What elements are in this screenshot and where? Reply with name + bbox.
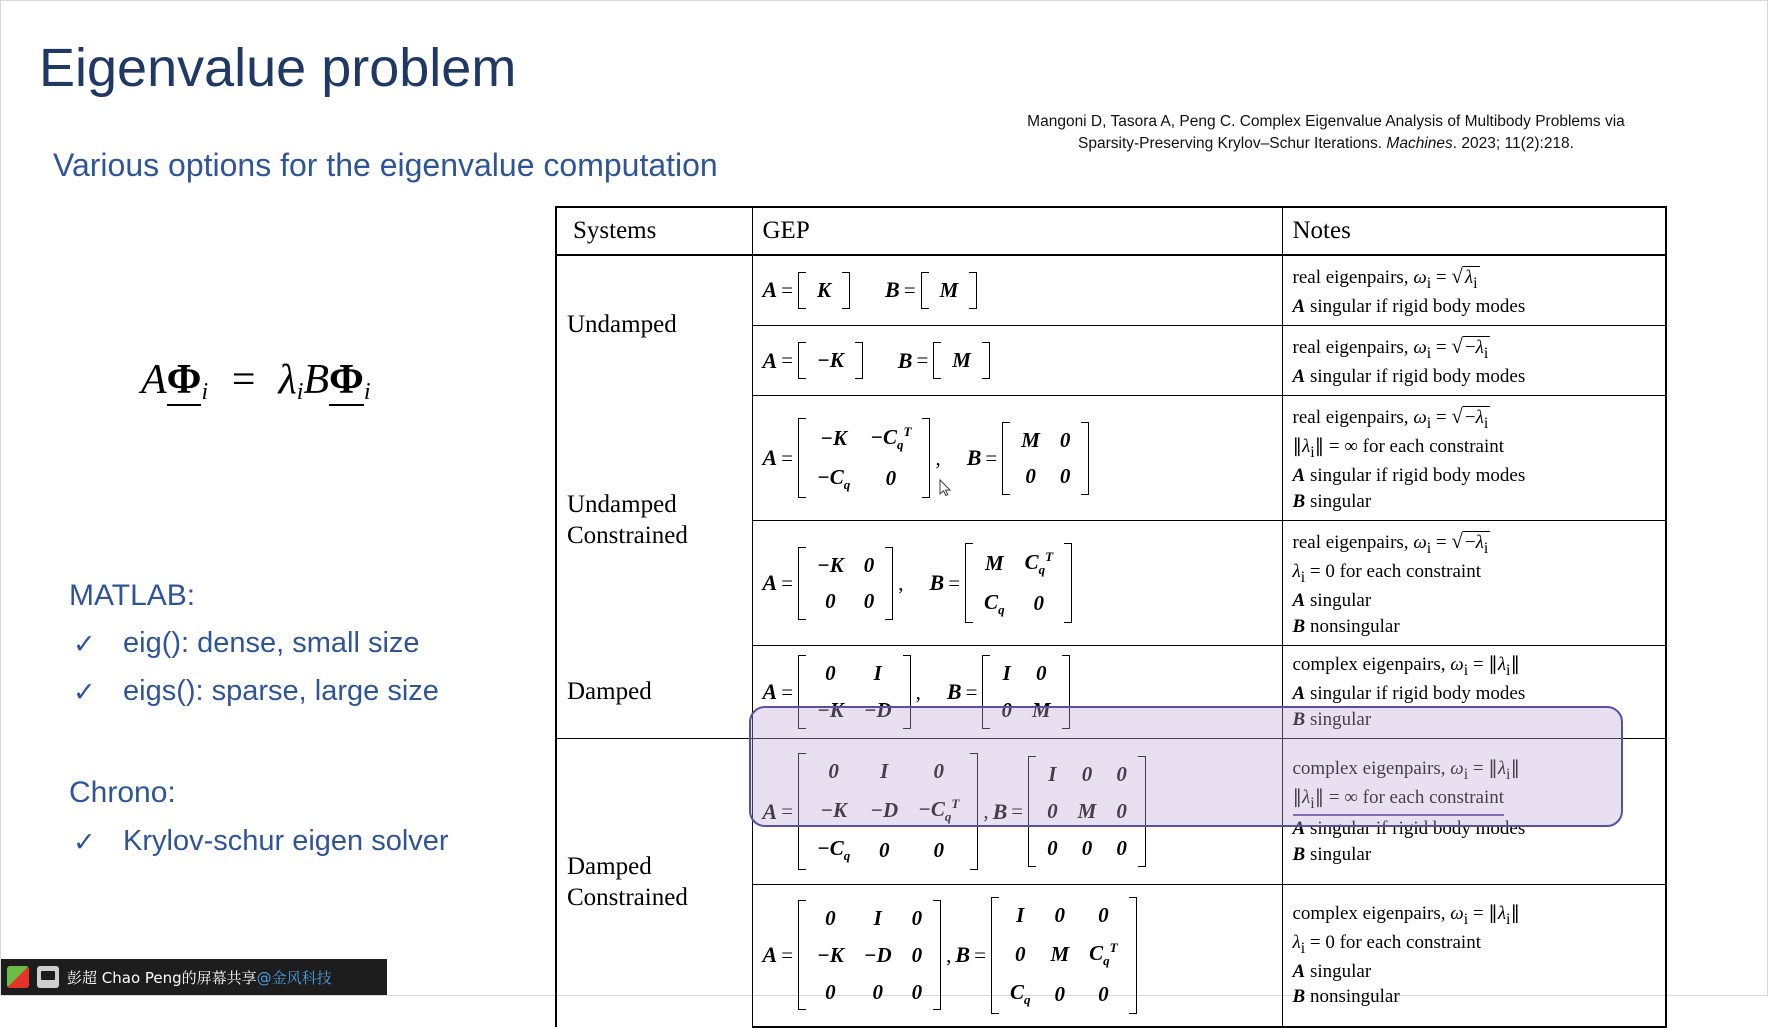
page-subtitle: Various options for the eigenvalue computation (53, 147, 718, 183)
gep-table (555, 206, 1667, 1028)
row-notes-undamped-constrained-1: real eigenpairs, $\omega_i$ = √ $-\lambda_i$ $\parallel\lambda_i\parallel$ = ∞ for each constraint A singular if rigid body modes B singular (1282, 396, 1666, 521)
citation-journal: Machines (1386, 135, 1453, 153)
row-notes-undamped-1: real eigenpairs, $\omega_i$ = √ $\lambda_i$ A singular if rigid body modes (1282, 255, 1666, 326)
equation-sub-i-2: i (296, 379, 304, 405)
app-rocket-icon[interactable] (7, 966, 29, 988)
chrono-item-krylov[interactable]: Krylov-schur eigen solver (123, 825, 449, 857)
check-icon-2: ✓ (73, 677, 96, 707)
row-gep-undamped-1: A = K B = M (752, 255, 1282, 326)
table-header-row (556, 207, 1666, 255)
citation-line-2-pre: Sparsity-Preserving Krylov–Schur Iterations. (1078, 135, 1387, 153)
share-owner-text: 彭超 Chao Peng的屏幕共享 (67, 968, 257, 987)
row-gep-undamped-2: A = −K B = M (752, 325, 1282, 395)
check-icon-1: ✓ (73, 629, 96, 659)
citation-line-2-post: . 2023; 11(2):218. (1452, 135, 1574, 153)
table-row-highlighted (556, 739, 1666, 885)
equation-lambda: λ (278, 357, 297, 403)
table-row (556, 396, 1666, 521)
equation-sub-i-1: i (201, 379, 209, 405)
row-notes-damped-constrained-2: complex eigenpairs, $\omega_i$ = $\parallel\lambda_i\parallel$ $\lambda_i = 0$ for each constraint A singular B nonsingular (1282, 884, 1666, 1026)
screen-share-taskbar[interactable] (1, 959, 387, 995)
row-notes-damped: complex eigenpairs, $\omega_i$ = $\parallel\lambda_i\parallel$ A singular if rigid body modes B singular (1282, 646, 1666, 739)
check-icon-3: ✓ (73, 827, 96, 857)
row-system-undamped-constrained: Undamped Constrained (556, 396, 752, 646)
monitor-share-icon[interactable] (37, 966, 59, 988)
row-notes-undamped-constrained-2: real eigenpairs, $\omega_i$ = √ $-\lambda_i$ $\lambda_i = 0$ for each constraint A singular B nonsingular (1282, 521, 1666, 646)
equation-sub-i-3: i (363, 379, 371, 405)
row-notes-undamped-2: real eigenpairs, $\omega_i$ = √ $-\lambda_i$ A singular if rigid body modes (1282, 325, 1666, 395)
equation-A: A (141, 357, 167, 403)
gep-table-wrapper (555, 206, 1665, 1028)
row-gep-damped: A = 0 I −K −D , B = I 0 0 M (752, 646, 1282, 739)
matlab-heading: MATLAB: (69, 579, 196, 612)
row-gep-undamped-constrained-2: A = −K 0 0 0 , B = M $C_q^T$ $C_q$ 0 (752, 521, 1282, 646)
matlab-item-eig[interactable]: eig(): dense, small size (123, 627, 420, 659)
equation-equals: = (229, 357, 258, 403)
table-header-systems: Systems (556, 207, 752, 255)
row-system-undamped: Undamped (556, 255, 752, 396)
equation-B: B (303, 357, 330, 403)
matlab-item-eigs[interactable]: eigs(): sparse, large size (123, 675, 439, 707)
equation-phi-1: Φ (167, 357, 202, 406)
row-notes-damped-constrained-1: complex eigenpairs, $\omega_i$ = $\parallel\lambda_i\parallel$ $\parallel\lambda_i\parallel$ = ∞ for each constraint A singular if rigid body modes B singular (1282, 739, 1666, 885)
chrono-heading: Chrono: (69, 776, 176, 809)
equation-phi-2: Φ (329, 357, 364, 406)
row-gep-undamped-constrained-1: A = −K $-C_q^T$ $-C_q$ 0 , B = M 0 0 0 (752, 396, 1282, 521)
row-gep-damped-constrained-1: A = 0 I 0 −K −D $-C_q^T$ $-C_q$ 0 0 , B = I 0 0 0 M 0 0 0 0 (752, 739, 1282, 885)
citation-block (931, 111, 1721, 156)
row-system-damped-constrained: Damped Constrained (556, 739, 752, 1027)
citation-line-1: Mangoni D, Tasora A, Peng C. Complex Eigenvalue Analysis of Multibody Problems via (1027, 113, 1625, 130)
table-row (556, 646, 1666, 739)
table-row (556, 255, 1666, 326)
share-tag-text: @金风科技 (256, 968, 332, 987)
row-gep-damped-constrained-2: A = 0 I 0 −K −D 0 0 0 0 , B = I 0 0 0 M $C_q^T$ $C_q$ 0 0 (752, 884, 1282, 1026)
row-system-damped: Damped (556, 646, 752, 739)
main-equation (141, 356, 371, 406)
table-header-gep: GEP (752, 207, 1282, 255)
table-header-notes: Notes (1282, 207, 1666, 255)
page-title: Eigenvalue problem (39, 38, 517, 98)
